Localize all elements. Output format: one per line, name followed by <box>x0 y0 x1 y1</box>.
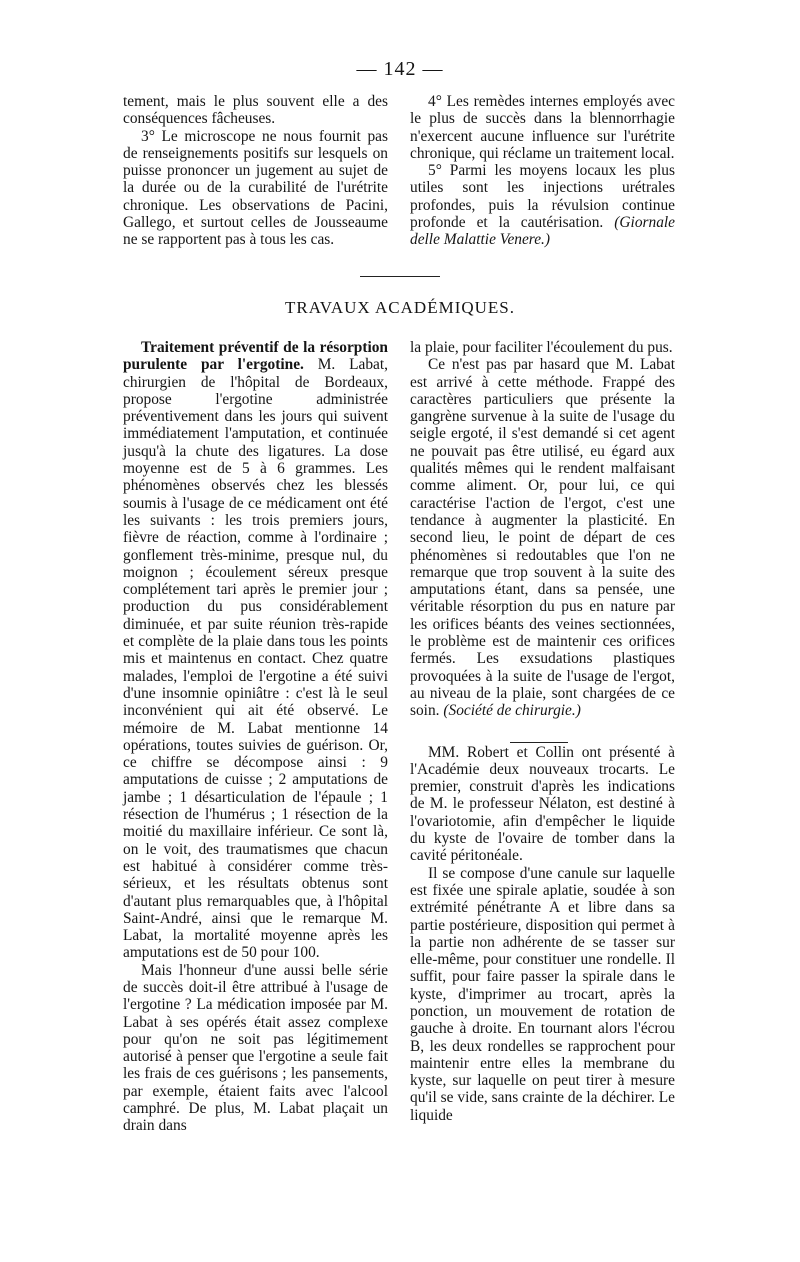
paragraph: MM. Robert et Collin ont présenté à l'Académie deux nouveaux trocarts. Le premier, construit d'après les indications de M. le professeur Nélaton, est destiné à l'ovariotomie, afin d'empêcher le liquide du kyste de l'ovaire de tomber dans la cavité péritonéale. <box>410 743 675 865</box>
paragraph: tement, mais le plus souvent elle a des conséquences fâcheuses. <box>123 93 388 128</box>
paragraph-text: 5° Parmi les moyens locaux les plus utiles sont les injections urétrales profondes, puis la révulsion continue profonde et la cautérisation. <box>410 162 675 232</box>
page-number: — 142 — <box>356 58 444 80</box>
paragraph <box>410 162 675 248</box>
bottom-left-column <box>123 339 388 1135</box>
section-title: TRAVAUX ACADÉMIQUES. <box>284 298 515 317</box>
spacer <box>410 720 675 744</box>
top-right-column <box>410 93 675 249</box>
paragraph <box>410 356 675 719</box>
paragraph: Il se compose d'une canule sur laquelle est fixée une spirale aplatie, soudée à son extrémité pénétrante A et libre dans sa partie postérieure, disposition qui permet à la partie non adhérente de se tasser sur elle-même, pour constituer une rondelle. Il suffit, pour faire passer la spirale dans le kyste, d'imprimer au trocart, après la ponction, un mouvement de rotation de gauche à droite. En tournant alors l'écrou B, les deux rondelles se rapprochent pour maintenir entre elles la membrane du kyste, sur laquelle on peut tirer à mesure qu'il se vide, sans crainte de la déchirer. Le liquide <box>410 864 675 1124</box>
bottom-right-column <box>410 339 675 1124</box>
top-left-column <box>123 93 388 249</box>
paragraph: la plaie, pour faciliter l'écoulement du pus. <box>410 339 673 356</box>
paragraph: 4° Les remèdes internes employés avec le plus de succès dans la blennorrhagie n'exercent aucune influence sur l'urétrite chronique, qui réclame un traitement local. <box>410 93 675 162</box>
article-divider <box>510 742 568 743</box>
paragraph: 3° Le microscope ne nous fournit pas de renseignements positifs sur lesquels on puisse prononcer un jugement au sujet de la durée ou de la curabilité de l'urétrite chronique. Les observations de Pacini, Gallego, et surtout celles de Jousseaume ne se rapportent pas à tous les cas. <box>123 127 388 249</box>
paragraph <box>123 339 388 962</box>
section-divider <box>360 276 440 277</box>
source-citation: (Giornale delle Malattie Venere.) <box>410 214 675 249</box>
source-citation: (Société de chirurgie.) <box>443 702 581 720</box>
article-title: Traitement préventif de la résorption purulente par l'ergotine. <box>123 339 388 374</box>
paragraph-text: Ce n'est pas par hasard que M. Labat est arrivé à cette méthode. Frappé des caractères particuliers que présente la gangrène survenue à la suite de l'usage du seigle ergoté, il s'est demandé si cet agent ne pouvait pas être utilisé, eu égard aux qualités mêmes qui le rendent malfaisant comme aliment. Or, pour lui, ce qui caractérise l'action de l'ergot, c'est une tendance à augmenter la plasticité. En second lieu, le point de départ de ces phénomènes si redoutables que l'on ne remarque que trop souvent à la suite des amputations étant, dans sa pensée, une véritable résorption du pus en nature par les orifices béants des veines sectionnées, le problème est de maintenir ces orifices fermés. Les exsudations plastiques provoquées à la suite de l'usage de l'ergot, au niveau de la plaie, sont chargées de ce soin. <box>410 356 675 720</box>
paragraph-text: M. Labat, chirurgien de l'hôpital de Bordeaux, propose l'ergotine administrée préventivement dans les jours qui suivent immédiatement l'amputation, et continuée jusqu'à la chute des ligatures. La dose moyenne est de 5 à 6 grammes. Les phénomènes observés chez les blessés soumis à l'usage de ce médicament ont été les suivants : les trois premiers jours, fièvre de réaction, comme à l'ordinaire ; gonflement très-minime, presque nul, du moignon ; écoulement séreux presque complétement tari après le premier jour ; production du pus considérablement diminuée, et par suite réunion très-rapide et complète de la plaie dans tous les points mis et maintenus en contact. Chez quatre malades, l'emploi de l'ergotine a été suivi d'une insomnie opiniâtre : c'est là le seul inconvénient qui ait été observé. Le mémoire de M. Labat mentionne 14 opérations, toutes suivies de guérison. Or, ce chiffre se décompose ainsi : 9 amputations de cuisse ; 2 amputations de jambe ; 1 désarticulation de l'épaule ; 1 résection de l'humérus ; 1 résection de la moitié du maxillaire inférieur. Ce sont là, on le voit, des traumatismes que chacun est habitué à considérer comme très-sérieux, et les résultats obtenus sont d'autant plus remarquables que, à l'hôpital Saint-André, ainsi que le remarque M. Labat, la mortalité moyenne après les amputations est de 50 pour 100. <box>123 356 388 962</box>
paragraph: Mais l'honneur d'une aussi belle série de succès doit-il être attribué à l'usage de l'ergotine ? La médication imposée par M. Labat à ses opérés était assez complexe pour qu'on ne soit pas légitimement autorisé à penser que l'ergotine a seule fait les frais de ces guérisons ; les pansements, par exemple, étaient faits avec l'alcool camphré. De plus, M. Labat plaçait un drain dans <box>123 961 388 1135</box>
